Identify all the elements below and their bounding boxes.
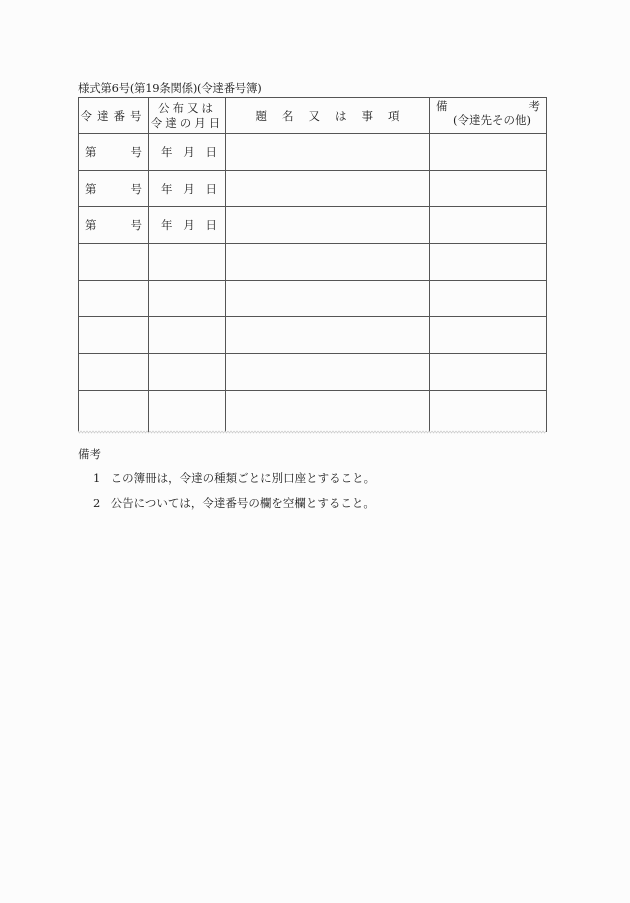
number-cell[interactable] (79, 207, 149, 244)
header-remarks (430, 98, 547, 134)
table-row (79, 134, 547, 171)
title-cell[interactable] (226, 244, 430, 281)
note-text: この簿冊は，令達の種類ごとに別口座とすること。 (110, 471, 376, 485)
number-prefix: 第 (85, 218, 97, 233)
number-prefix: 第 (85, 144, 97, 159)
title-cell[interactable] (226, 134, 430, 171)
table-continuation-break (78, 429, 546, 435)
date-cell[interactable] (149, 390, 226, 432)
table-row (79, 207, 547, 244)
date-cell[interactable] (149, 354, 226, 391)
notes-title: 備考 (78, 447, 101, 461)
number-suffix: 号 (130, 181, 142, 196)
year-label: 年 (161, 144, 173, 159)
header-title-char: 又 (308, 108, 320, 123)
ledger-table (78, 97, 546, 433)
header-date-line1: 公布又は (158, 100, 216, 115)
title-cell[interactable] (226, 170, 430, 207)
table-row (79, 354, 547, 391)
form-title: 様式第6号(第19条関係)(令達番号簿) (78, 81, 262, 95)
title-cell[interactable] (226, 390, 430, 432)
remarks-cell[interactable] (430, 170, 547, 207)
month-label: 月 (183, 144, 195, 159)
remarks-cell[interactable] (430, 354, 547, 391)
year-label: 年 (161, 218, 173, 233)
title-cell[interactable] (226, 317, 430, 354)
number-cell[interactable] (79, 244, 149, 281)
number-cell[interactable] (79, 170, 149, 207)
title-cell[interactable] (226, 354, 430, 391)
remarks-cell[interactable] (430, 134, 547, 171)
header-title-char: 名 (282, 108, 294, 123)
table-row (79, 244, 547, 281)
header-date (149, 98, 226, 134)
number-cell[interactable] (79, 354, 149, 391)
number-cell[interactable] (79, 134, 149, 171)
table-row (79, 390, 547, 432)
header-title-char: 事 (361, 108, 373, 123)
header-remarks-sub: (令達先その他) (453, 113, 531, 127)
day-label: 日 (205, 181, 217, 196)
date-cell[interactable] (149, 207, 226, 244)
note-text: 公告については，令達番号の欄を空欄とすること。 (110, 496, 375, 510)
remarks-cell[interactable] (430, 390, 547, 432)
header-number: 令達番号 (79, 98, 149, 134)
date-cell[interactable] (149, 134, 226, 171)
note-number: 1 (93, 471, 101, 485)
number-cell[interactable] (79, 280, 149, 317)
number-cell[interactable] (79, 317, 149, 354)
header-remarks-right: 考 (528, 99, 540, 113)
remarks-cell[interactable] (430, 317, 547, 354)
header-title-char: 項 (388, 108, 400, 123)
header-date-line2: 令達の月日 (150, 115, 224, 130)
remarks-cell[interactable] (430, 207, 547, 244)
table-row (79, 170, 547, 207)
date-cell[interactable] (149, 280, 226, 317)
number-prefix: 第 (85, 181, 97, 196)
note-number: 2 (93, 496, 101, 510)
title-cell[interactable] (226, 207, 430, 244)
header-title-char: は (335, 108, 347, 123)
remarks-cell[interactable] (430, 280, 547, 317)
note-item (93, 470, 375, 486)
header-title-char: 題 (255, 108, 267, 123)
header-remarks-left: 備 (436, 99, 448, 113)
day-label: 日 (205, 218, 217, 233)
year-label: 年 (161, 181, 173, 196)
date-cell[interactable] (149, 317, 226, 354)
remarks-cell[interactable] (430, 244, 547, 281)
month-label: 月 (183, 218, 195, 233)
table-row (79, 317, 547, 354)
number-suffix: 号 (130, 144, 142, 159)
header-title (226, 98, 430, 134)
title-cell[interactable] (226, 280, 430, 317)
note-item (93, 495, 375, 511)
table-row (79, 280, 547, 317)
month-label: 月 (183, 181, 195, 196)
header-row (79, 98, 547, 134)
date-cell[interactable] (149, 170, 226, 207)
date-cell[interactable] (149, 244, 226, 281)
number-suffix: 号 (130, 218, 142, 233)
day-label: 日 (205, 144, 217, 159)
number-cell[interactable] (79, 390, 149, 432)
